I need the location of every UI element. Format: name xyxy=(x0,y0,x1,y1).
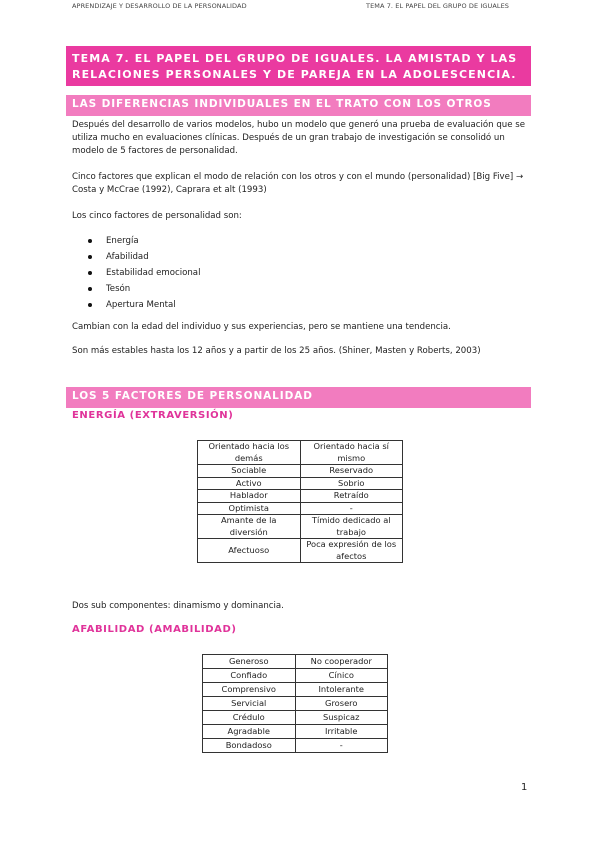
table-row xyxy=(203,725,388,739)
table-cell: Cínico xyxy=(295,669,388,683)
table-row xyxy=(203,711,388,725)
table-row xyxy=(198,465,403,478)
section-heading-5-factores: LOS 5 FACTORES DE PERSONALIDAD xyxy=(66,387,531,408)
afabilidad-table xyxy=(202,654,388,753)
running-header-right: TEMA 7. EL PAPEL DEL GRUPO DE IGUALES xyxy=(366,2,510,10)
factors-list xyxy=(88,233,200,313)
table-row xyxy=(198,477,403,490)
table-row xyxy=(198,441,403,465)
list-item: Apertura Mental xyxy=(88,297,200,313)
table-cell: - xyxy=(300,502,403,515)
table-cell: Confiado xyxy=(203,669,296,683)
subheading-afabilidad: AFABILIDAD (AMABILIDAD) xyxy=(72,624,237,635)
energia-table xyxy=(197,440,403,563)
list-item: Energía xyxy=(88,233,200,249)
table-row xyxy=(203,739,388,753)
table-cell: Tímido dedicado al trabajo xyxy=(300,515,403,539)
bullet-icon xyxy=(88,239,92,243)
table-cell: Servicial xyxy=(203,697,296,711)
table-row xyxy=(203,697,388,711)
bullet-icon xyxy=(88,287,92,291)
table-cell: Generoso xyxy=(203,655,296,669)
paragraph-factors-lead: Los cinco factores de personalidad son: xyxy=(72,211,242,221)
page-number: 1 xyxy=(521,782,528,793)
paragraph-intro: Después del desarrollo de varios modelos, hubo un modelo que generó una prueba de evaluación que se utiliza mucho en evaluaciones clínicas. Después de un gran trabajo de investigación se consolidó un modelo de 5 factores de personalidad. xyxy=(72,120,526,156)
paragraph-subcomponents: Dos sub componentes: dinamismo y dominancia. xyxy=(72,601,284,611)
table-cell: Agradable xyxy=(203,725,296,739)
table-cell: - xyxy=(295,739,388,753)
table-row xyxy=(198,539,403,563)
table-cell: Optimista xyxy=(198,502,301,515)
table-cell: Crédulo xyxy=(203,711,296,725)
page-title: TEMA 7. EL PAPEL DEL GRUPO DE IGUALES. LA AMISTAD Y LAS RELACIONES PERSONALES Y DE PAREJA EN LA ADOLESCENCIA. xyxy=(66,46,531,86)
table-row xyxy=(198,502,403,515)
bullet-icon xyxy=(88,271,92,275)
table-cell: No cooperador xyxy=(295,655,388,669)
table-cell: Hablador xyxy=(198,490,301,503)
running-header-left: APRENDIZAJE Y DESARROLLO DE LA PERSONALIDAD xyxy=(72,2,247,10)
table-cell: Irritable xyxy=(295,725,388,739)
table-row xyxy=(203,683,388,697)
table-cell: Activo xyxy=(198,477,301,490)
table-cell: Poca expresión de los afectos xyxy=(300,539,403,563)
list-item: Tesón xyxy=(88,281,200,297)
table-cell: Orientado hacia los demás xyxy=(198,441,301,465)
bullet-icon xyxy=(88,303,92,307)
table-row xyxy=(198,515,403,539)
subheading-energia: ENERGÍA (EXTRAVERSIÓN) xyxy=(72,410,234,421)
table-cell: Intolerante xyxy=(295,683,388,697)
section-heading-diferencias: LAS DIFERENCIAS INDIVIDUALES EN EL TRATO CON LOS OTROS xyxy=(66,95,531,116)
table-cell: Comprensivo xyxy=(203,683,296,697)
list-item: Estabilidad emocional xyxy=(88,265,200,281)
paragraph-change-with-age: Cambian con la edad del individuo y sus experiencias, pero se mantiene una tendencia. xyxy=(72,322,451,332)
paragraph-stability: Son más estables hasta los 12 años y a partir de los 25 años. (Shiner, Masten y Roberts, 2003) xyxy=(72,346,481,356)
table-cell: Sociable xyxy=(198,465,301,478)
table-row xyxy=(203,669,388,683)
table-cell: Bondadoso xyxy=(203,739,296,753)
bullet-icon xyxy=(88,255,92,259)
table-row xyxy=(198,490,403,503)
table-cell: Retraído xyxy=(300,490,403,503)
table-cell: Grosero xyxy=(295,697,388,711)
table-cell: Orientado hacia sí mismo xyxy=(300,441,403,465)
table-row xyxy=(203,655,388,669)
table-cell: Afectuoso xyxy=(198,539,301,563)
table-cell: Sobrio xyxy=(300,477,403,490)
table-cell: Amante de la diversión xyxy=(198,515,301,539)
table-cell: Reservado xyxy=(300,465,403,478)
paragraph-big-five: Cinco factores que explican el modo de relación con los otros y con el mundo (personalidad) [Big Five] → Costa y McCrae (1992), Caprara et alt (1993) xyxy=(72,172,524,195)
list-item: Afabilidad xyxy=(88,249,200,265)
table-cell: Suspicaz xyxy=(295,711,388,725)
